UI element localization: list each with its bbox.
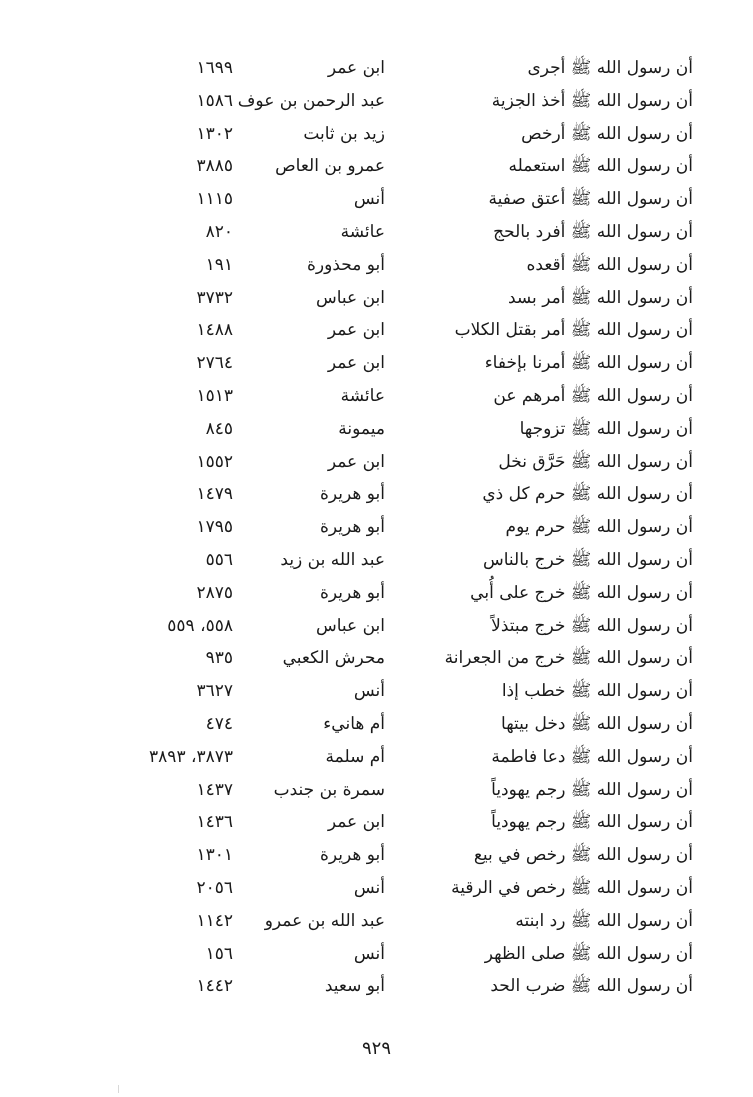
narrator-name: أنس	[353, 943, 385, 964]
narrator-name: ابن عمر	[327, 320, 385, 341]
hadith-incipit: أن رسول الله ﷺ أفرد بالحج	[493, 221, 693, 242]
index-entry	[0, 872, 753, 905]
index-entry	[0, 413, 753, 446]
index-entry	[0, 544, 753, 577]
index-entry	[0, 774, 753, 807]
hadith-number: ٢٧٦٤	[196, 353, 233, 374]
index-entry	[0, 905, 753, 938]
narrator-name: ميمونة	[338, 418, 385, 439]
hadith-number: ١٣٠١	[196, 845, 233, 866]
narrator-name: عبد الرحمن بن عوف	[237, 90, 385, 111]
hadith-index-list	[0, 52, 753, 1003]
narrator-name: محرش الكعبي	[282, 648, 385, 669]
narrator-name: عائشة	[340, 221, 385, 242]
narrator-name: سمرة بن جندب	[273, 779, 385, 800]
index-entry	[0, 446, 753, 479]
hadith-incipit: أن رسول الله ﷺ أمر بقتل الكلاب	[454, 320, 693, 341]
narrator-name: ابن عمر	[327, 812, 385, 833]
hadith-number: ١٤٤٢	[196, 976, 233, 997]
narrator-name: أبو سعيد	[324, 976, 385, 997]
hadith-number: ٣٨٧٣، ٣٨٩٣	[149, 746, 233, 767]
index-entry	[0, 577, 753, 610]
hadith-number: ١٣٠٢	[196, 123, 233, 144]
hadith-number: ١٥٦	[205, 943, 233, 964]
hadith-incipit: أن رسول الله ﷺ رجم يهودياً	[491, 812, 693, 833]
hadith-number: ١٤٨٨	[196, 320, 233, 341]
index-entry	[0, 741, 753, 774]
hadith-number: ١٤٣٧	[196, 779, 233, 800]
narrator-name: زيد بن ثابت	[303, 123, 385, 144]
narrator-name: عبد الله بن زيد	[280, 549, 385, 570]
hadith-number: ٣٧٣٢	[196, 287, 233, 308]
hadith-number: ١٤٧٩	[196, 484, 233, 505]
hadith-number: ٢٠٥٦	[196, 877, 233, 898]
index-entry	[0, 314, 753, 347]
narrator-name: أنس	[353, 681, 385, 702]
hadith-number: ١١١٥	[196, 189, 233, 210]
index-entry	[0, 708, 753, 741]
hadith-incipit: أن رسول الله ﷺ خرج من الجعرانة	[444, 648, 693, 669]
hadith-incipit: أن رسول الله ﷺ خرج بالناس	[482, 549, 693, 570]
index-entry	[0, 282, 753, 315]
hadith-number: ٥٥٦	[205, 549, 233, 570]
hadith-incipit: أن رسول الله ﷺ أرخص	[521, 123, 693, 144]
hadith-incipit: أن رسول الله ﷺ دخل بيتها	[501, 713, 693, 734]
hadith-incipit: أن رسول الله ﷺ أمرهم عن	[493, 385, 693, 406]
hadith-number: ١٩١	[205, 254, 233, 275]
narrator-name: ابن عمر	[327, 451, 385, 472]
hadith-number: ٣٦٢٧	[196, 681, 233, 702]
hadith-number: ١٥٨٦	[196, 90, 233, 111]
index-entry	[0, 85, 753, 118]
index-entry	[0, 216, 753, 249]
hadith-incipit: أن رسول الله ﷺ أمرنا بإخفاء	[484, 353, 693, 374]
hadith-incipit: أن رسول الله ﷺ أمر بسد	[507, 287, 693, 308]
narrator-name: عمرو بن العاص	[275, 156, 385, 177]
hadith-incipit: أن رسول الله ﷺ ضرب الحد	[490, 976, 693, 997]
hadith-number: ٢٨٧٥	[196, 582, 233, 603]
hadith-number: ٨٢٠	[205, 221, 233, 242]
index-entry	[0, 118, 753, 151]
narrator-name: أبو محذورة	[307, 254, 385, 275]
narrator-name: ابن عمر	[327, 353, 385, 374]
hadith-incipit: أن رسول الله ﷺ رخص في الرقية	[451, 877, 693, 898]
hadith-number: ١١٤٢	[196, 910, 233, 931]
index-entry	[0, 478, 753, 511]
index-entry	[0, 150, 753, 183]
index-entry	[0, 183, 753, 216]
narrator-name: أبو هريرة	[319, 845, 385, 866]
index-entry	[0, 642, 753, 675]
hadith-incipit: أن رسول الله ﷺ رخص في بيع	[473, 845, 693, 866]
index-entry	[0, 511, 753, 544]
hadith-incipit: أن رسول الله ﷺ تزوجها	[519, 418, 693, 439]
index-entry	[0, 52, 753, 85]
hadith-incipit: أن رسول الله ﷺ حَرَّق نخل	[498, 451, 693, 472]
index-entry	[0, 839, 753, 872]
narrator-name: أم سلمة	[325, 746, 385, 767]
hadith-number: ٩٣٥	[205, 648, 233, 669]
narrator-name: عبد الله بن عمرو	[264, 910, 385, 931]
narrator-name: أبو هريرة	[319, 484, 385, 505]
hadith-incipit: أن رسول الله ﷺ حرم يوم	[505, 517, 693, 538]
hadith-number: ١٥١٣	[196, 385, 233, 406]
hadith-incipit: أن رسول الله ﷺ خرج مبتذلاً	[491, 615, 693, 636]
hadith-incipit: أن رسول الله ﷺ خطب إذا	[501, 681, 693, 702]
hadith-number: ٣٨٨٥	[196, 156, 233, 177]
hadith-number: ٨٤٥	[205, 418, 233, 439]
narrator-name: عائشة	[340, 385, 385, 406]
index-entry	[0, 347, 753, 380]
narrator-name: ابن عمر	[327, 58, 385, 78]
hadith-incipit: أن رسول الله ﷺ استعمله	[508, 156, 693, 177]
index-entry	[0, 675, 753, 708]
hadith-incipit: أن رسول الله ﷺ أعتق صفية	[488, 189, 693, 210]
hadith-number: ١٧٩٥	[196, 517, 233, 538]
hadith-number: ٥٥٨، ٥٥٩	[167, 615, 233, 636]
narrator-name: ابن عباس	[315, 615, 385, 636]
index-entry	[0, 249, 753, 282]
hadith-incipit: أن رسول الله ﷺ صلى الظهر	[484, 943, 693, 964]
hadith-number: ٤٧٤	[205, 713, 233, 734]
index-entry	[0, 806, 753, 839]
index-entry	[0, 380, 753, 413]
narrator-name: أبو هريرة	[319, 517, 385, 538]
hadith-incipit: أن رسول الله ﷺ خرج على أُبي	[470, 582, 693, 603]
hadith-number: ١٤٣٦	[196, 812, 233, 833]
hadith-incipit: أن رسول الله ﷺ أخذ الجزية	[491, 90, 693, 111]
hadith-number: ١٦٩٩	[196, 58, 233, 78]
hadith-incipit: أن رسول الله ﷺ دعا فاطمة	[491, 746, 693, 767]
narrator-name: أم هانيء	[323, 713, 385, 734]
page-number: ٩٢٩	[361, 1038, 391, 1059]
narrator-name: أنس	[353, 189, 385, 210]
scan-edge-mark	[118, 1085, 119, 1093]
index-entry	[0, 938, 753, 971]
narrator-name: ابن عباس	[315, 287, 385, 308]
narrator-name: أنس	[353, 877, 385, 898]
index-entry	[0, 610, 753, 643]
hadith-number: ١٥٥٢	[196, 451, 233, 472]
hadith-incipit: أن رسول الله ﷺ رجم يهودياً	[491, 779, 693, 800]
hadith-incipit: أن رسول الله ﷺ رد ابنته	[515, 910, 693, 931]
index-entry	[0, 970, 753, 1003]
narrator-name: أبو هريرة	[319, 582, 385, 603]
hadith-incipit: أن رسول الله ﷺ أجرى	[527, 58, 693, 78]
hadith-incipit: أن رسول الله ﷺ حرم كل ذي	[482, 484, 693, 505]
hadith-incipit: أن رسول الله ﷺ أقعده	[526, 254, 693, 275]
